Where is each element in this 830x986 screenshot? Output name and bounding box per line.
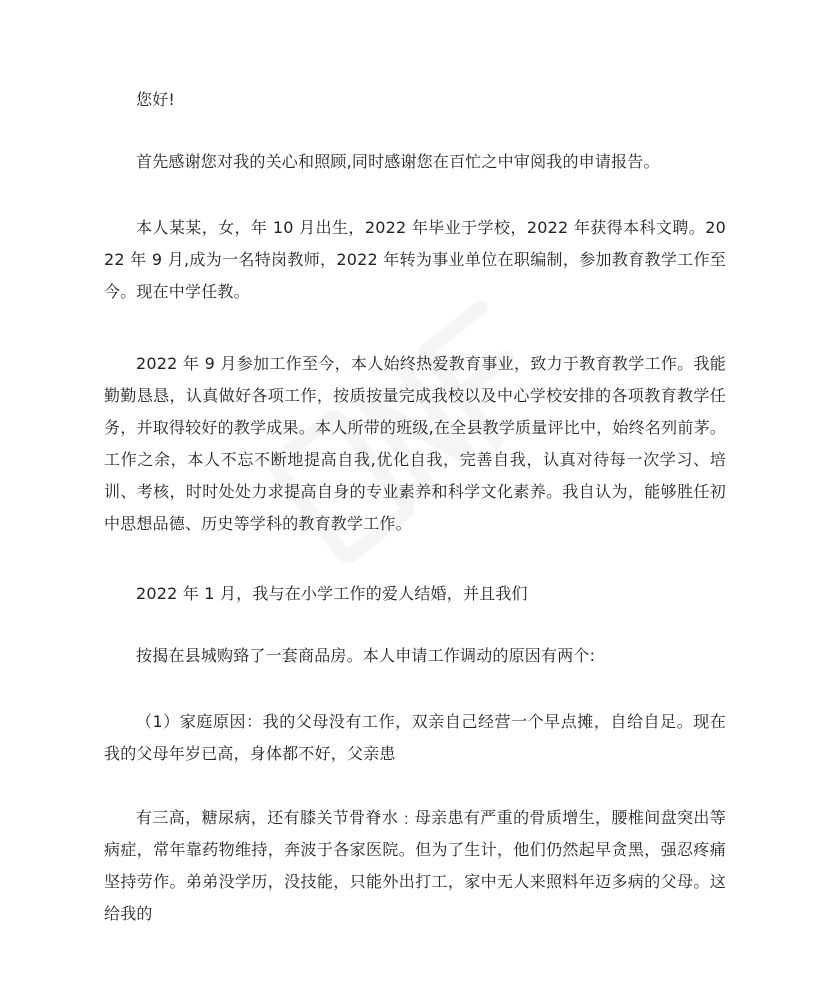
work-history-paragraph: 2022 年 9 月参加工作至今，本人始终热爱教育事业，致力于教育教学工作。我能勤勤恳恳，认真做好各项工作，按质按量完成我校以及中心学校安排的各项教育教学任务，并取得较好的教学成果。本人所带的班级,在全县教学质量评比中，始终名列前茅。工作之余，本人不忘不断地提高自我,优化自我，完善自我，认真对待每一次学习、培训、考核，时时处处力求提高自身的专业素养和科学文化素养。我自认为，能够胜任初中思想品德、历史等学科的教育教学工作。 xyxy=(104,354,726,533)
family-reason-paragraph: （1）家庭原因：我的父母没有工作，双亲自己经营一个早点摊，自给自足。现在我的父母年岁已高，身体都不好，父亲患 xyxy=(104,712,726,763)
marriage-paragraph: 2022 年 1 月，我与在小学工作的爱人结婚，并且我们 xyxy=(136,584,528,603)
reasons-intro-paragraph: 按揭在县城购臵了一套商品房。本人申请工作调动的原因有两个: xyxy=(136,646,596,665)
greeting-paragraph: 您好! xyxy=(136,90,176,109)
thanks-paragraph: 首先感谢您对我的关心和照顾,同时感谢您在百忙之中审阅我的申请报告。 xyxy=(136,152,660,171)
background-paragraph: 本人某某，女，年 10 月出生，2022 年毕业于学校，2022 年获得本科文聘。2022 年 9 月,成为一名特岗教师，2022 年转为事业单位在职编制，参加教育教学工作至今。现在中学任教。 xyxy=(104,218,726,301)
parents-health-paragraph: 有三高，糖尿病，还有膝关节骨脊水﹕母亲患有严重的骨质增生，腰椎间盘突出等病症，常年靠药物维持，奔波于各家医院。但为了生计，他们仍然起早贪黑，强忍疼痛坚持劳作。弟弟没学历，没技能，只能外出打工，家中无人来照料年迈多病的父母。这给我的 xyxy=(104,808,726,923)
document-body xyxy=(104,84,726,930)
